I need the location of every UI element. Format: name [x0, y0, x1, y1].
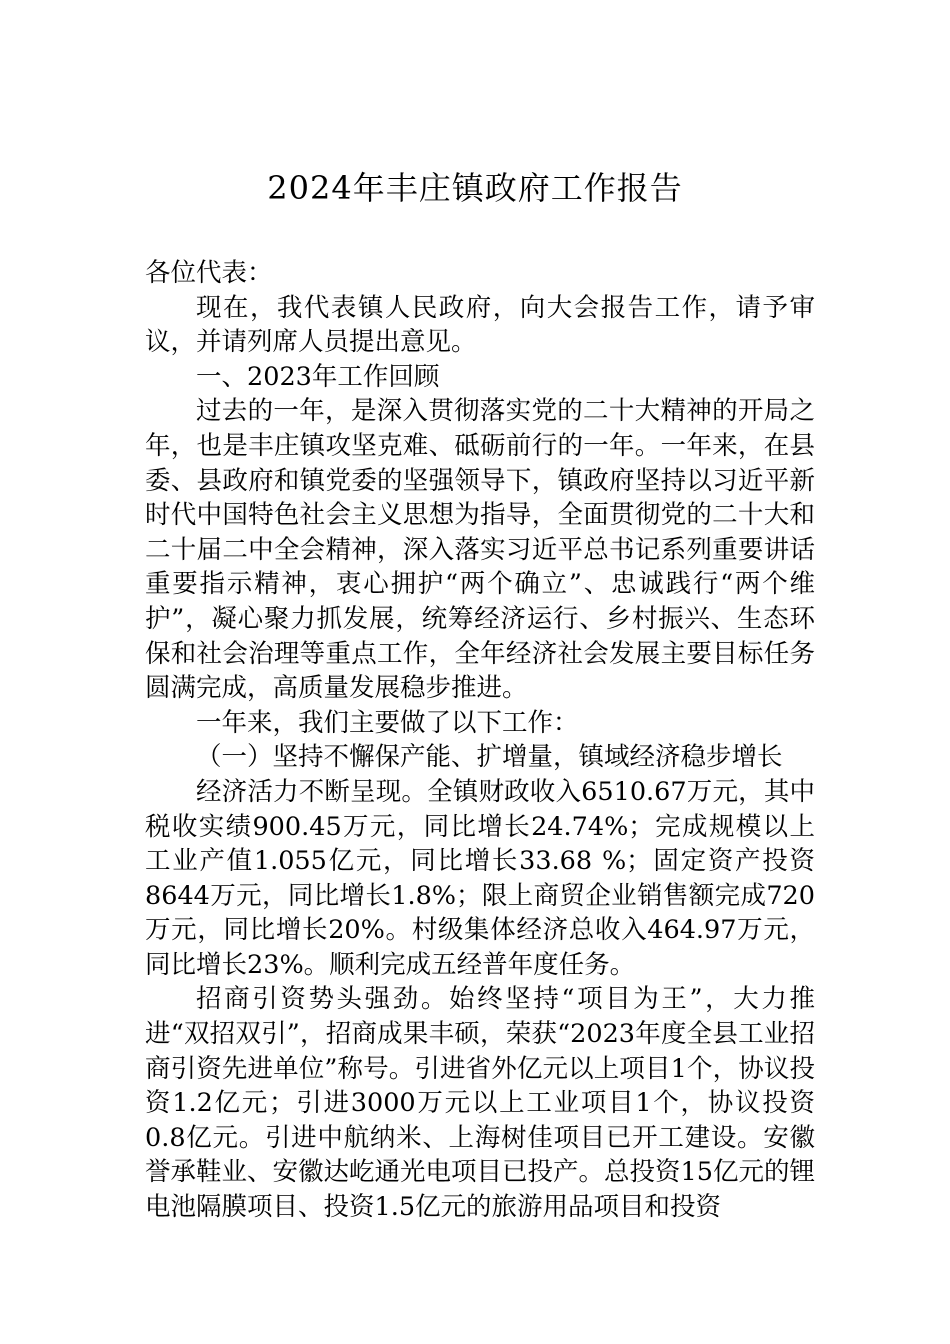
- document-body: [145, 256, 815, 1225]
- paragraph-investment: 招商引资势头强劲。始终坚持“项目为王”，大力推进“双招双引”，招商成果丰硕，荣获“2023年度全县工业招商引资先进单位”称号。引进省外亿元以上项目1个，协议投资1.2亿元；引进3000万元以上工业项目1个，协议投资0.8亿元。引进中航纳米、上海树佳项目已开工建设。安徽誉承鞋业、安徽达屹通光电项目已投产。总投资15亿元的锂电池隔膜项目、投资1.5亿元的旅游用品项目和投资: [145, 984, 815, 1223]
- paragraph-review: 过去的一年，是深入贯彻落实党的二十大精神的开局之年，也是丰庄镇攻坚克难、砥砺前行的一年。一年来，在县委、县政府和镇党委的坚强领导下，镇政府坚持以习近平新时代中国特色社会主义思想为指导，全面贯彻党的二十大和二十届二中全会精神，深入落实习近平总书记系列重要讲话重要指示精神，衷心拥护“两个确立”、忠诚践行“两个维护”，凝心聚力抓发展，统筹经济运行、乡村振兴、生态环保和社会治理等重点工作，全年经济社会发展主要目标任务圆满完成，高质量发展稳步推进。: [145, 396, 815, 704]
- salutation: 各位代表：: [145, 258, 273, 288]
- subsection-heading: （一）坚持不懈保产能、扩增量，镇域经济稳步增长: [196, 742, 783, 773]
- section-heading: 一、2023年工作回顾: [196, 361, 440, 392]
- paragraph-work-intro: 一年来，我们主要做了以下工作：: [196, 707, 579, 738]
- paragraph-economy: 经济活力不断呈现。全镇财政收入6510.67万元，其中税收实绩900.45万元，同比增长24.74%；完成规模以上工业产值1.055亿元，同比增长33.68 %；固定资产投资8644万元，同比增长1.8%；限上商贸企业销售额完成720万元，同比增长20%。村级集体经济总收入464.97万元，同比增长23%。顺利完成五经普年度任务。: [145, 776, 815, 980]
- paragraph-intro: 现在，我代表镇人民政府，向大会报告工作，请予审议，并请列席人员提出意见。: [145, 292, 815, 358]
- document-title: 2024年丰庄镇政府工作报告: [267, 169, 683, 207]
